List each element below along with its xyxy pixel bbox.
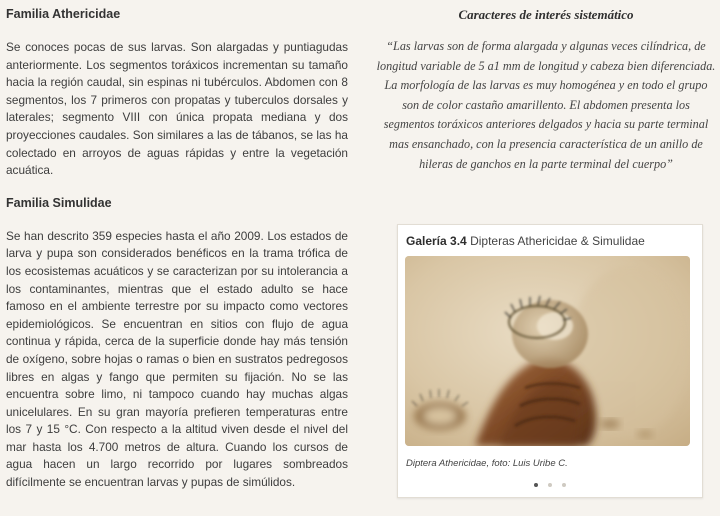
athericidae-heading: Familia Athericidae bbox=[6, 7, 121, 21]
gallery-card bbox=[397, 224, 703, 498]
gallery-title: Dipteras Athericidae & Simulidae bbox=[470, 234, 645, 248]
athericidae-paragraph: Se conoces pocas de sus larvas. Son alargadas y puntiagudas anteriormente. Los segmentos toráxicos incrementan su tamaño hacia la región caudal, sin espinas ni tubérculos. Abdomen con 8 segmentos, los 7 primeros con propatas y tuberculos dorsales y laterales; segmento VIII con única propata mediana y dos proyecciones caudales. Son similares a las de tábanos, se las ha colectado en arroyos de aguas rápidas y entre la vegetación acuática. bbox=[6, 40, 348, 178]
simulidae-heading: Familia Simulidae bbox=[6, 195, 112, 210]
gallery-dot-2[interactable] bbox=[548, 483, 552, 487]
gallery-dot-3[interactable] bbox=[562, 483, 566, 487]
gallery-header bbox=[406, 234, 645, 248]
gallery-photo[interactable] bbox=[405, 256, 690, 446]
right-column bbox=[376, 4, 716, 174]
gallery-dot-1[interactable] bbox=[534, 483, 538, 487]
gallery-pagination bbox=[398, 480, 702, 487]
simulidae-paragraph: Se han descrito 359 especies hasta el año 2009. Los estados de larva y pupa son considerados benéficos en la trama trófica de los ecosistemas acuáticos y se caracterizan por su intolerancia a los contaminantes, mientras que el estado adulto se hace famoso en el ambiente terrestre por su impacto como vectores epidemiológicos. Se encuentran en sitios con flujo de agua continua y rápida, cerca de la superficie donde hay más tensión de oxígeno, sobre hojas o ramas o bien en sustratos pedregosos libres en algas y fango que permiten su fijación. No se las encuentra sobre limo, ni tampoco cuando hay muchas algas unicelulares. En su gran mayoría prefieren temperaturas entre los 7 y 15 °C. Con respecto a la altitud viven desde el nivel del mar hasta los 4.700 metros de altura. Cuando los cursos de agua hacen un largo recorrido por lugares sombreados difícilmente se encuentran larvas y pupas de simúlidos. bbox=[6, 228, 348, 490]
larva-photo-icon bbox=[405, 256, 690, 446]
gallery-number: Galería 3.4 bbox=[406, 234, 467, 248]
gallery-caption: Diptera Athericidae, foto: Luis Uribe C. bbox=[406, 458, 568, 469]
quote-text: “Las larvas son de forma alargada y algunas veces cilíndrica, de longitud variable de 5 a1 mm de longitud y cabeza bien diferenciada. La morfología de las larvas es muy homogénea y en todo el grupo son de color castaño amarillento. El abdomen presenta los segmentos toráxicos anteriores delgados y hacia su parte terminal mas ensanchado, con la presencia característica de un anillo de hileras de ganchos en la parte terminal del cuerpo” bbox=[376, 39, 716, 171]
quote-title: Caracteres de interés sistemático bbox=[458, 7, 634, 22]
left-column bbox=[6, 4, 348, 507]
